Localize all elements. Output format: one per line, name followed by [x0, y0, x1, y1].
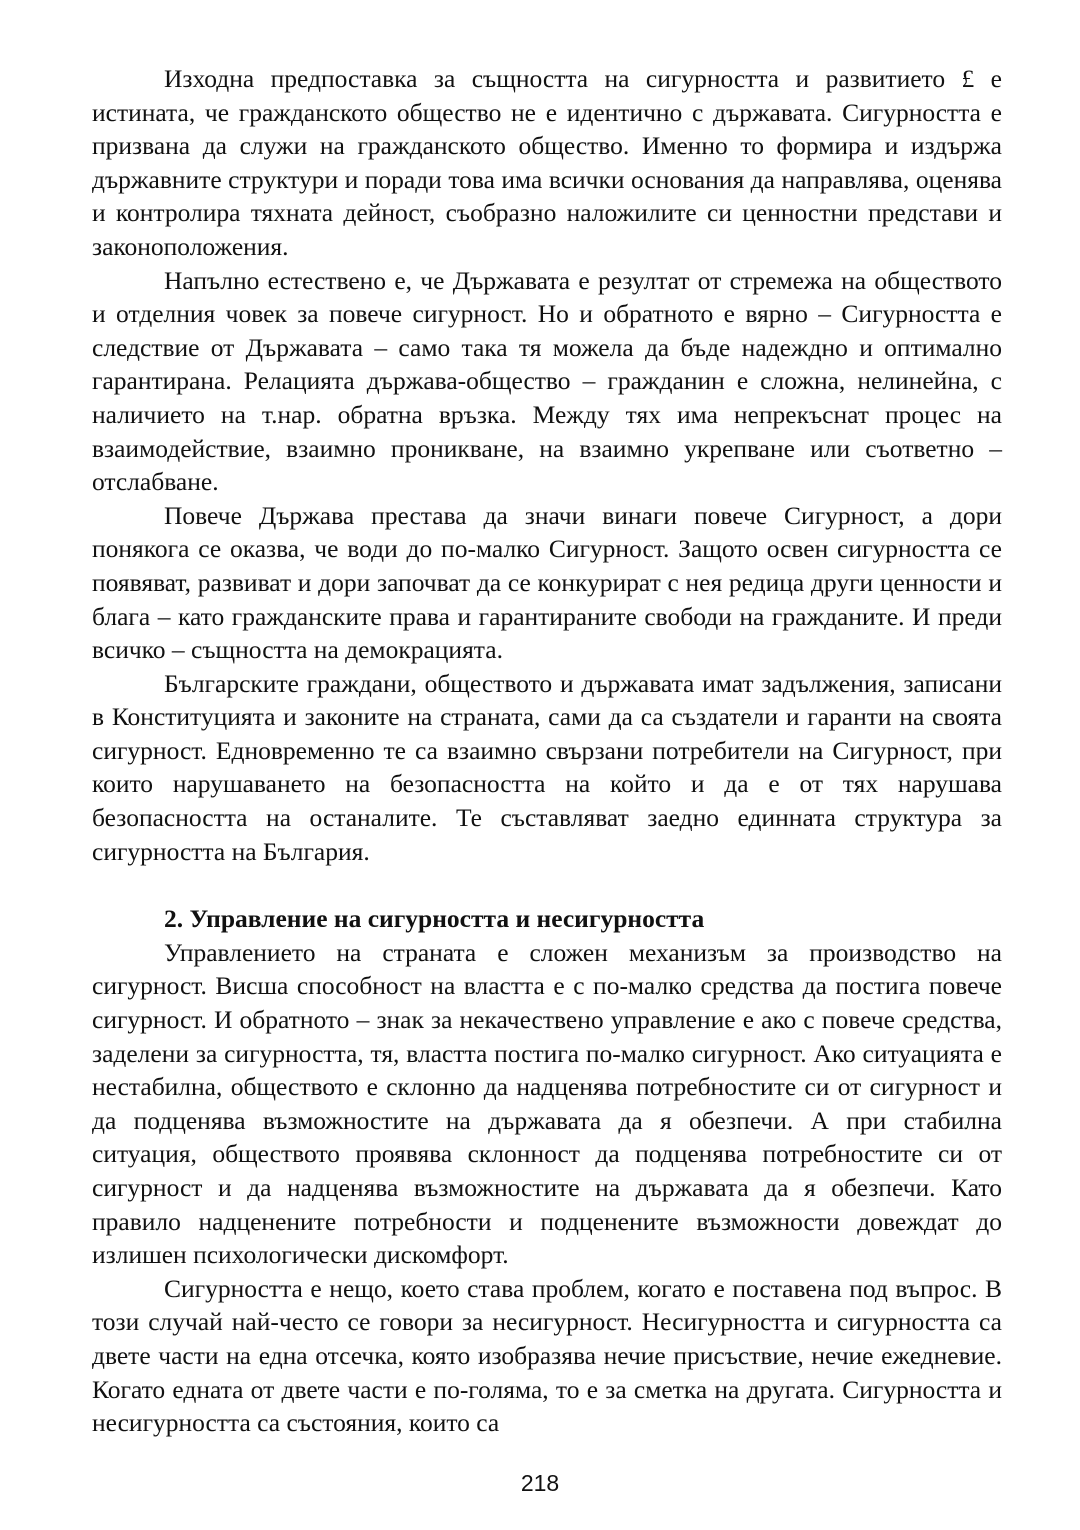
paragraph-1: Изходна предпоставка за същността на сигурността и развитието £ е истината, че гражданското общество не е идентично с държавата. Сигурността е призвана да служи на гражданското общество. Именно то формира и издържа държавните структури и поради това има всички основания да направлява, оценява и контролира тяхната дейност, съобразно наложилите си ценностни представи и законоположения. — [92, 64, 1002, 261]
page-body — [92, 62, 1002, 1440]
page-number: 218 — [520, 1470, 560, 1496]
paragraph-6: Сигурността е нещо, което става проблем, когато е поставена под въпрос. В този случай най-често се говори за несигурност. Несигурността и сигурността са двете части на една отсечка, която изобразява нечие присъствие, нечие ежедневие. Когато едната от двете части е по-голяма, то е за сметка на другата. Сигурността и несигурността са състояния, които са — [92, 1273, 1002, 1438]
section-heading: 2. Управление на сигурността и несигурността — [164, 904, 705, 934]
paragraph-3: Повече Държава престава да значи винаги повече Сигурност, а дори понякога се оказва, че води до по-малко Сигурност. Защото освен сигурността се появяват, развиват и дори започват да се конкурират с нея редица други ценности и блага – като гражданските права и гарантираните свободи на гражданите. И преди всичко – същността на демокрацията. — [92, 500, 1002, 665]
paragraph-4: Българските граждани, обществото и държавата имат задължения, записани в Конституцията и законите на страната, сами да са създатели и гаранти на своята сигурност. Едновременно те са взаимно свързани потребители на Сигурност, при които нарушаването на безопасността на който и да е от тях нарушава безопасността на останалите. Те съставляват заедно единната структура за сигурността на България. — [92, 668, 1002, 866]
paragraph-2: Напълно естествено е, че Държавата е резултат от стремежа на обществото и отделния човек за повече сигурност. Но и обратното е вярно – Сигурността е следствие от Държавата – само така тя можела да бъде надеждно и оптимално гарантирана. Релацията държава-общество – гражданин е сложна, нелинейна, с наличието на т.нар. обратна връзка. Между тях има непрекъснат процес на взаимодействие, взаимно проникване, на взаимно укрепване или съответно – отслабване. — [92, 265, 1002, 497]
paragraph-5: Управлението на страната е сложен механизъм за производство на сигурност. Висша способност на властта е с по-малко средства да постига повече сигурност. И обратното – знак за некачествено управление е ако с повече средства, заделени за сигурността, тя, властта постига по-малко сигурност. Ако ситуацията е нестабилна, обществото е склонно да надценява потребностите си от сигурност и да подценява възможностите на държавата да я обезпечи. А при стабилна ситуация, обществото проявява склонност да подценява потребностите си от сигурност и да надценява възможностите на държавата да я обезпечи. Като правило надценените потребности и подценените възможности довеждат до излишен психологически дискомфорт. — [92, 937, 1002, 1270]
